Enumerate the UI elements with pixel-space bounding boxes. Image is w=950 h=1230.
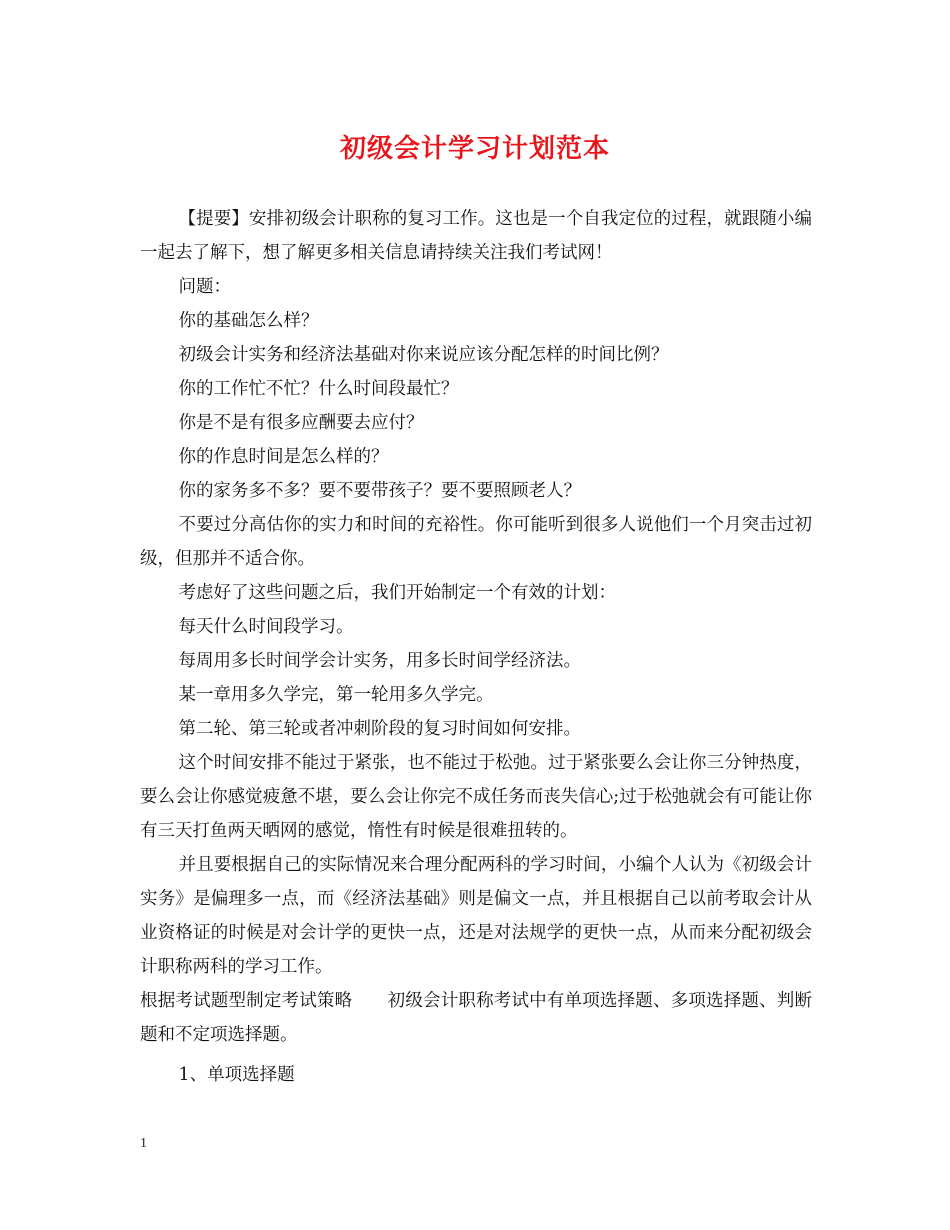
paragraph-section-heading: 1、单项选择题 <box>178 1065 295 1085</box>
paragraph-plan-1: 每天什么时间段学习。 <box>178 617 354 637</box>
paragraph-plan-4: 第二轮、第三轮或者冲刺阶段的复习时间如何安排。 <box>178 719 581 739</box>
paragraph-allocation: 并且要根据自己的实际情况来合理分配两科的学习时间，小编个人认为《初级会计实务》是偏理多一点，而《经济法基础》则是偏文一点，并且根据自己以前考取会计从业资格证的时候是对会计学的更快一点，还是对法规学的更快一点，从而来分配初级会计职称两科的学习工作。 <box>140 855 812 977</box>
paragraph-summary: 【提要】安排初级会计职称的复习工作。这也是一个自我定位的过程，就跟随小编一起去了解下，想了解更多相关信息请持续关注我们考试网！ <box>140 209 812 263</box>
paragraph-plan-3: 某一章用多久学完，第一轮用多久学完。 <box>178 685 494 705</box>
paragraph-plan-intro: 考虑好了这些问题之后，我们开始制定一个有效的计划： <box>178 583 616 603</box>
document-title: 初级会计学习计划范本 <box>339 134 610 164</box>
paragraph-question-4: 你是不是有很多应酬要去应付？ <box>178 413 424 433</box>
paragraph-question-1: 你的基础怎么样？ <box>178 311 319 331</box>
paragraph-question-3: 你的工作忙不忙？什么时间段最忙？ <box>178 379 459 399</box>
paragraph-strategy: 根据考试题型制定考试策略 初级会计职称考试中有单项选择题、多项选择题、判断题和不定项选择题。 <box>140 991 812 1045</box>
document-body <box>140 202 812 1092</box>
paragraph-question-6: 你的家务多不多？要不要带孩子？要不要照顾老人？ <box>178 481 581 501</box>
page-number: 1 <box>140 1136 147 1151</box>
paragraph-questions-heading: 问题： <box>178 277 231 297</box>
paragraph-plan-2: 每周用多长时间学会计实务，用多长时间学经济法。 <box>178 651 581 671</box>
paragraph-advice: 不要过分高估你的实力和时间的充裕性。你可能听到很多人说他们一个月突击过初级，但那并不适合你。 <box>140 515 812 569</box>
paragraph-time-balance: 这个时间安排不能过于紧张，也不能过于松弛。过于紧张要么会让你三分钟热度，要么会让你感觉疲惫不堪，要么会让你完不成任务而丧失信心;过于松弛就会有可能让你有三天打鱼两天晒网的感觉，惰性有时候是很难扭转的。 <box>140 753 812 841</box>
paragraph-question-5: 你的作息时间是怎么样的？ <box>178 447 389 467</box>
paragraph-question-2: 初级会计实务和经济法基础对你来说应该分配怎样的时间比例？ <box>178 345 669 365</box>
